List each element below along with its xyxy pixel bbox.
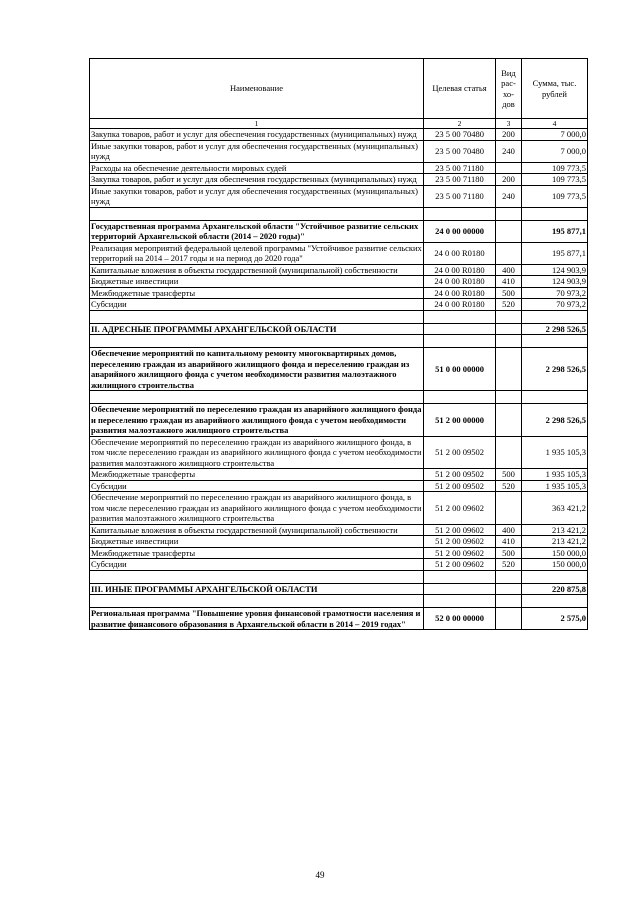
table-row (90, 276, 588, 288)
row-name-cell: Иные закупки товаров, работ и услуг для обеспечения государственных (муниципальных) нужд (90, 140, 424, 162)
row-target-article-cell: 23 5 00 71180 (424, 162, 496, 174)
row-expense-type-cell (496, 404, 522, 437)
row-expense-type-cell: 500 (496, 287, 522, 299)
spacer-cell (424, 570, 496, 583)
budget-table-body (90, 59, 588, 630)
row-sum-cell: 213 421,2 (522, 524, 588, 536)
spacer-cell (424, 310, 496, 323)
table-row (90, 480, 588, 492)
row-target-article-cell: 51 2 00 09602 (424, 547, 496, 559)
page-number: 49 (315, 870, 325, 880)
table-row (90, 287, 588, 299)
row-sum-cell: 7 000,0 (522, 140, 588, 162)
row-expense-type-cell (496, 348, 522, 391)
row-target-article-cell: 24 0 00 R0180 (424, 287, 496, 299)
row-expense-type-cell: 240 (496, 140, 522, 162)
row-expense-type-cell (496, 583, 522, 595)
table-row (90, 524, 588, 536)
row-target-article-cell: 23 5 00 70480 (424, 129, 496, 141)
row-sum-cell: 109 773,5 (522, 174, 588, 186)
row-expense-type-cell: 410 (496, 536, 522, 548)
row-sum-cell: 220 875,8 (522, 583, 588, 595)
row-target-article-cell: 52 0 00 00000 (424, 608, 496, 630)
spacer-cell (90, 335, 424, 348)
row-sum-cell: 70 973,2 (522, 287, 588, 299)
spacer-cell (90, 391, 424, 404)
row-name-cell: Бюджетные инвестиции (90, 536, 424, 548)
row-name-cell: Субсидии (90, 480, 424, 492)
spacer-cell (424, 391, 496, 404)
row-expense-type-cell (496, 492, 522, 525)
spacer-cell (522, 570, 588, 583)
row-expense-type-cell: 520 (496, 299, 522, 311)
row-target-article-cell: 51 2 00 09602 (424, 524, 496, 536)
row-expense-type-cell (496, 608, 522, 630)
row-name-cell: Обеспечение мероприятий по переселению граждан из аварийного жилищного фонда, в том числе переселению граждан из аварийного жилищного фонда с учетом необходимости развития малоэтажного жилищного строительства (91, 436, 422, 468)
row-target-article-cell: 24 0 00 R0180 (424, 264, 496, 276)
budget-table (89, 58, 588, 630)
spacer-row (90, 570, 588, 583)
spacer-cell (90, 595, 424, 608)
header-target-article: Целевая статья (424, 59, 496, 119)
spacer-cell (90, 570, 424, 583)
row-name-cell: Расходы на обеспечение деятельности мировых судей (90, 162, 424, 174)
spacer-row (90, 310, 588, 323)
row-expense-type-cell: 520 (496, 559, 522, 571)
row-target-article-cell: 24 0 00 R0180 (424, 276, 496, 288)
spacer-cell (522, 595, 588, 608)
row-name-cell: III. ИНЫЕ ПРОГРАММЫ АРХАНГЕЛЬСКОЙ ОБЛАСТИ (90, 583, 424, 595)
row-sum-cell: 2 298 526,5 (522, 348, 588, 391)
row-expense-type-cell (496, 323, 522, 335)
row-expense-type-cell (496, 436, 522, 469)
table-row (90, 536, 588, 548)
row-target-article-cell: 51 2 00 09602 (424, 536, 496, 548)
row-target-article-cell: 24 0 00 R0180 (424, 299, 496, 311)
row-expense-type-cell: 200 (496, 129, 522, 141)
table-row (90, 185, 588, 207)
row-target-article-cell: 51 2 00 09502 (424, 469, 496, 481)
row-name-cell: Обеспечение мероприятий по переселению граждан из аварийного жилищного фонда и переселению граждан из аварийного жилищного фонда с учетом необходимости развития малоэтажного жилищного строительства (90, 404, 424, 437)
row-name-cell: Закупка товаров, работ и услуг для обеспечения государственных (муниципальных) нужд (90, 129, 424, 141)
row-expense-type-cell: 400 (496, 264, 522, 276)
row-name-cell: Межбюджетные трансферты (90, 287, 424, 299)
spacer-row (90, 391, 588, 404)
row-sum-cell: 150 000,0 (522, 559, 588, 571)
row-expense-type-cell: 200 (496, 174, 522, 186)
spacer-cell (496, 391, 522, 404)
column-number-row (90, 119, 588, 129)
row-target-article-cell: 51 2 00 09602 (424, 559, 496, 571)
row-expense-type-cell: 410 (496, 276, 522, 288)
spacer-cell (496, 335, 522, 348)
spacer-cell (424, 335, 496, 348)
row-name-cell: Региональная программа "Повышение уровня финансовой грамотности населения и развитие финансового образования в Архангельской области в 2014 – 2019 годах" (90, 608, 424, 630)
row-sum-cell: 70 973,2 (522, 299, 588, 311)
spacer-cell (90, 310, 424, 323)
row-target-article-cell (424, 583, 496, 595)
row-sum-cell: 109 773,5 (522, 162, 588, 174)
row-target-article-cell: 51 2 00 09502 (424, 436, 496, 469)
table-row (90, 129, 588, 141)
section-row (90, 608, 588, 630)
spacer-row (90, 335, 588, 348)
row-target-article-cell: 51 2 00 09602 (424, 492, 496, 525)
row-sum-cell: 150 000,0 (522, 547, 588, 559)
row-sum-cell: 213 421,2 (522, 536, 588, 548)
row-expense-type-cell: 500 (496, 469, 522, 481)
row-target-article-cell: 23 5 00 70480 (424, 140, 496, 162)
table-row (90, 436, 588, 469)
row-sum-cell: 195 877,1 (522, 220, 588, 242)
row-name-cell: Капитальные вложения в объекты государственной (муниципальной) собственности (90, 264, 424, 276)
row-target-article-cell: 51 2 00 09502 (424, 480, 496, 492)
column-number-2: 2 (424, 119, 496, 129)
column-number-4: 4 (522, 119, 588, 129)
row-sum-cell: 2 575,0 (522, 608, 588, 630)
spacer-cell (522, 335, 588, 348)
table-row (90, 547, 588, 559)
row-target-article-cell (424, 323, 496, 335)
header-name: Наименование (90, 59, 424, 119)
row-name-cell: Обеспечение мероприятий по переселению граждан из аварийного жилищного фонда, в том числе переселению граждан из аварийного жилищного фонда с учетом необходимости развития малоэтажного жилищного строительства (91, 492, 422, 523)
spacer-cell (496, 570, 522, 583)
row-sum-cell: 109 773,5 (522, 185, 588, 207)
row-target-article-cell: 51 2 00 00000 (424, 404, 496, 437)
row-sum-cell: 195 877,1 (522, 242, 588, 264)
section-row (90, 404, 588, 437)
spacer-row (90, 207, 588, 220)
row-target-article-cell: 51 0 00 00000 (424, 348, 496, 391)
row-expense-type-cell: 520 (496, 480, 522, 492)
table-row (90, 242, 588, 264)
table-row (90, 492, 588, 525)
spacer-cell (90, 207, 424, 220)
row-expense-type-cell (496, 220, 522, 242)
section-row (90, 348, 588, 391)
row-name-cell: Межбюджетные трансферты (90, 547, 424, 559)
spacer-cell (424, 207, 496, 220)
row-sum-cell: 124 903,9 (522, 264, 588, 276)
table-row (90, 559, 588, 571)
row-target-article-cell: 23 5 00 71180 (424, 185, 496, 207)
spacer-cell (424, 595, 496, 608)
row-name-cell: Иные закупки товаров, работ и услуг для обеспечения государственных (муниципальных) нужд (90, 185, 424, 207)
row-name-cell: Межбюджетные трансферты (90, 469, 424, 481)
table-row (90, 264, 588, 276)
row-name-cell: Субсидии (90, 559, 424, 571)
row-name-cell: Капитальные вложения в объекты государственной (муниципальной) собственности (90, 524, 424, 536)
row-expense-type-cell (496, 162, 522, 174)
table-row (90, 162, 588, 174)
spacer-cell (522, 391, 588, 404)
spacer-row (90, 595, 588, 608)
row-sum-cell: 363 421,2 (522, 492, 588, 525)
section-row (90, 220, 588, 242)
column-number-3: 3 (496, 119, 522, 129)
column-number-1: 1 (90, 119, 424, 129)
spacer-cell (496, 207, 522, 220)
row-expense-type-cell: 240 (496, 185, 522, 207)
spacer-cell (496, 310, 522, 323)
row-sum-cell: 2 298 526,5 (522, 323, 588, 335)
row-target-article-cell: 23 5 00 71180 (424, 174, 496, 186)
row-expense-type-cell (496, 242, 522, 264)
row-sum-cell: 124 903,9 (522, 276, 588, 288)
header-sum: Сумма, тыс. рублей (522, 59, 588, 119)
spacer-cell (496, 595, 522, 608)
table-row (90, 174, 588, 186)
header-expense-type: Вид рас-хо-дов (496, 59, 522, 119)
table-row (90, 469, 588, 481)
row-sum-cell: 1 935 105,3 (522, 480, 588, 492)
row-expense-type-cell: 400 (496, 524, 522, 536)
row-name-cell: II. АДРЕСНЫЕ ПРОГРАММЫ АРХАНГЕЛЬСКОЙ ОБЛАСТИ (90, 323, 424, 335)
section-row (90, 583, 588, 595)
table-row (90, 140, 588, 162)
table-row (90, 299, 588, 311)
row-name-cell: Субсидии (90, 299, 424, 311)
row-sum-cell: 1 935 105,3 (522, 436, 588, 469)
table-header-row (90, 59, 588, 119)
section-row (90, 323, 588, 335)
row-name-cell: Бюджетные инвестиции (90, 276, 424, 288)
row-name-cell: Закупка товаров, работ и услуг для обеспечения государственных (муниципальных) нужд (90, 174, 424, 186)
row-sum-cell: 1 935 105,3 (522, 469, 588, 481)
row-target-article-cell: 24 0 00 R0180 (424, 242, 496, 264)
spacer-cell (522, 310, 588, 323)
row-name-cell: Государственная программа Архангельской области "Устойчивое развитие сельских территорий Архангельской области (2014 – 2020 годы)" (90, 220, 424, 242)
row-name-cell: Обеспечение мероприятий по капитальному ремонту многоквартирных домов, переселению граждан из аварийного жилищного фонда и переселению граждан из аварийного жилищного фонда с учетом необходимости развития малоэтажного жилищного строительства (90, 348, 424, 391)
row-name-cell: Реализация мероприятий федеральной целевой программы "Устойчивое развитие сельских территорий на 2014 – 2017 годы и на период до 2020 года" (91, 242, 422, 263)
row-expense-type-cell: 500 (496, 547, 522, 559)
row-sum-cell: 2 298 526,5 (522, 404, 588, 437)
row-sum-cell: 7 000,0 (522, 129, 588, 141)
row-target-article-cell: 24 0 00 00000 (424, 220, 496, 242)
spacer-cell (522, 207, 588, 220)
